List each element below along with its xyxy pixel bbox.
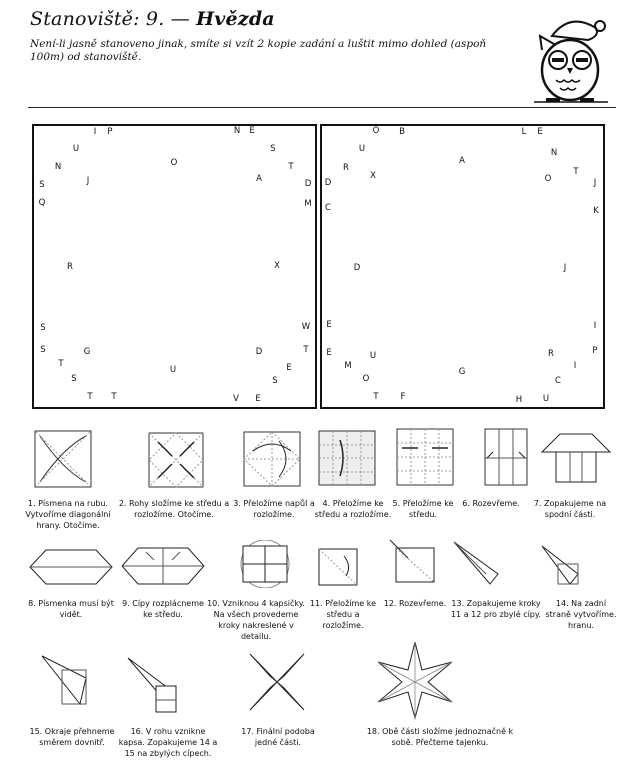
diagram-step-6 <box>483 428 529 486</box>
grid-letter: H <box>515 394 523 405</box>
step-caption: 11. Přeložíme ke středu a rozložíme. <box>309 599 377 630</box>
diagram-step-10 <box>234 540 296 588</box>
grid-letter: Q <box>38 197 46 208</box>
grid-letter: N <box>550 147 558 158</box>
grid-letter: C <box>555 375 561 386</box>
grid-letter: S <box>40 322 46 333</box>
diagram-step-5 <box>396 428 454 486</box>
grid-letter: C <box>325 202 331 213</box>
grid-letter: T <box>87 391 93 402</box>
step-caption: 9. Cípy rozplácneme ke středu. <box>122 599 204 619</box>
diagram-step-14 <box>540 544 580 586</box>
grid-letter: R <box>548 348 554 359</box>
grid-letter: T <box>111 391 117 402</box>
grid-letter: I <box>593 320 597 331</box>
grid-letter: E <box>255 393 261 404</box>
grid-letter: S <box>270 143 276 154</box>
grid-letter: S <box>39 179 45 190</box>
grid-letter: O <box>362 373 370 384</box>
diagram-step-16 <box>126 656 182 716</box>
grid-letter: A <box>459 155 465 166</box>
step-caption: 10. Vzniknou 4 kapsičky. Na všech provedeme kroky nakreslené v detailu. <box>207 599 305 641</box>
grid-letter: M <box>344 360 352 371</box>
grid-letter: T <box>58 358 64 369</box>
grid-letter: T <box>573 166 579 177</box>
step-caption: 5. Přeložíme ke středu. <box>392 499 454 519</box>
step-caption: 6. Rozevřeme. <box>462 499 520 508</box>
grid-letter: J <box>593 177 597 188</box>
grid-letter: U <box>542 393 550 404</box>
grid-letter: S <box>71 373 77 384</box>
page-title <box>30 8 275 30</box>
grid-letter: E <box>326 319 332 330</box>
diagram-step-9 <box>120 546 206 586</box>
intro-text: Není-li jasně stanoveno jinak, smíte si vzít 2 kopie zadání a luštit mimo dohled (aspoň 100m) od stanoviště. <box>30 38 487 63</box>
grid-letter: T <box>373 391 379 402</box>
grid-letter: M <box>304 198 312 209</box>
grid-letter: P <box>107 126 113 137</box>
diagram-step-4 <box>318 430 376 486</box>
diagram-step-3 <box>243 431 301 487</box>
grid-letter: X <box>274 260 280 271</box>
step-caption: 8. Písmenka musí být vidět. <box>28 599 114 619</box>
grid-letter: D <box>353 262 361 273</box>
grid-letter: U <box>169 364 177 375</box>
grid-letter: U <box>72 143 80 154</box>
grid-letter: I <box>93 126 97 137</box>
grid-letter: P <box>592 345 598 356</box>
step-caption: 12. Rozevřeme. <box>383 599 447 608</box>
diagram-step-1 <box>34 430 92 488</box>
station-label: Stanoviště: 9. — <box>30 8 190 30</box>
grid-letter: G <box>458 366 466 377</box>
diagram-step-12 <box>388 538 436 584</box>
diagram-step-11 <box>318 548 358 586</box>
grid-letter: W <box>301 321 311 332</box>
diagram-step-8 <box>28 548 114 586</box>
step-caption: 1. Písmena na rubu. Vytvoříme diagonální hrany. Otočíme. <box>25 499 111 530</box>
grid-letter: N <box>233 125 241 136</box>
grid-letter: E <box>249 125 255 136</box>
diagram-step-2 <box>148 432 204 488</box>
step-caption: 16. V rohu vznikne kapsa. Zopakujeme 14 a 15 na zbylých cípech. <box>118 727 218 758</box>
step-caption: 17. Finální podoba jedné části. <box>241 727 315 747</box>
grid-letter: O <box>372 125 380 136</box>
diagram-step-7 <box>540 430 612 484</box>
owl-mascot-icon <box>530 14 612 106</box>
station-name: Hvězda <box>196 8 275 30</box>
grid-letter: T <box>303 344 309 355</box>
grid-letter: J <box>563 262 567 273</box>
grid-letter: T <box>288 161 294 172</box>
grid-letter: O <box>544 173 552 184</box>
grid-letter: S <box>272 375 278 386</box>
diagram-step-15 <box>40 654 88 706</box>
grid-letter: N <box>54 161 62 172</box>
grid-letter: E <box>326 347 332 358</box>
grid-letter: F <box>400 391 406 402</box>
diagram-step-13 <box>452 540 500 586</box>
grid-letter: R <box>67 261 73 272</box>
grid-letter: D <box>304 178 312 189</box>
step-caption: 2. Rohy složíme ke středu a rozložíme. Otočíme. <box>118 499 230 519</box>
step-caption: 18. Obě části složíme jednoznačně k sobě. Přečteme tajenku. <box>366 727 514 747</box>
grid-letter: E <box>537 126 543 137</box>
grid-letter: D <box>255 346 263 357</box>
grid-letter: I <box>573 360 577 371</box>
diagram-step-17 <box>244 650 310 714</box>
grid-letter: S <box>40 344 46 355</box>
grid-letter: K <box>593 205 599 216</box>
grid-letter: V <box>233 393 239 404</box>
step-caption: 3. Přeložíme napůl a rozložíme. <box>233 499 315 519</box>
step-caption: 4. Přeložíme ke středu a rozložíme. <box>314 499 392 519</box>
diagram-step-18 <box>372 640 458 720</box>
grid-letter: G <box>83 346 91 357</box>
grid-letter: L <box>521 126 527 137</box>
grid-letter: R <box>343 162 349 173</box>
step-caption: 7. Zopakujeme na spodní části. <box>533 499 607 519</box>
step-caption: 14. Na zadní straně vytvoříme. hranu. <box>545 599 617 630</box>
grid-letter: B <box>399 126 405 137</box>
grid-letter: O <box>170 157 178 168</box>
grid-letter: E <box>286 362 292 373</box>
header-divider <box>28 107 616 108</box>
grid-letter: X <box>370 170 376 181</box>
step-caption: 13. Zopakujeme kroky 11 a 12 pro zbylé cípy. <box>450 599 542 619</box>
step-caption: 15. Okraje přehneme směrem dovnitř. <box>29 727 115 747</box>
grid-letter: U <box>358 143 366 154</box>
grid-letter: A <box>256 173 262 184</box>
grid-letter: J <box>86 175 90 186</box>
grid-letter: D <box>324 177 332 188</box>
grid-letter: U <box>369 350 377 361</box>
